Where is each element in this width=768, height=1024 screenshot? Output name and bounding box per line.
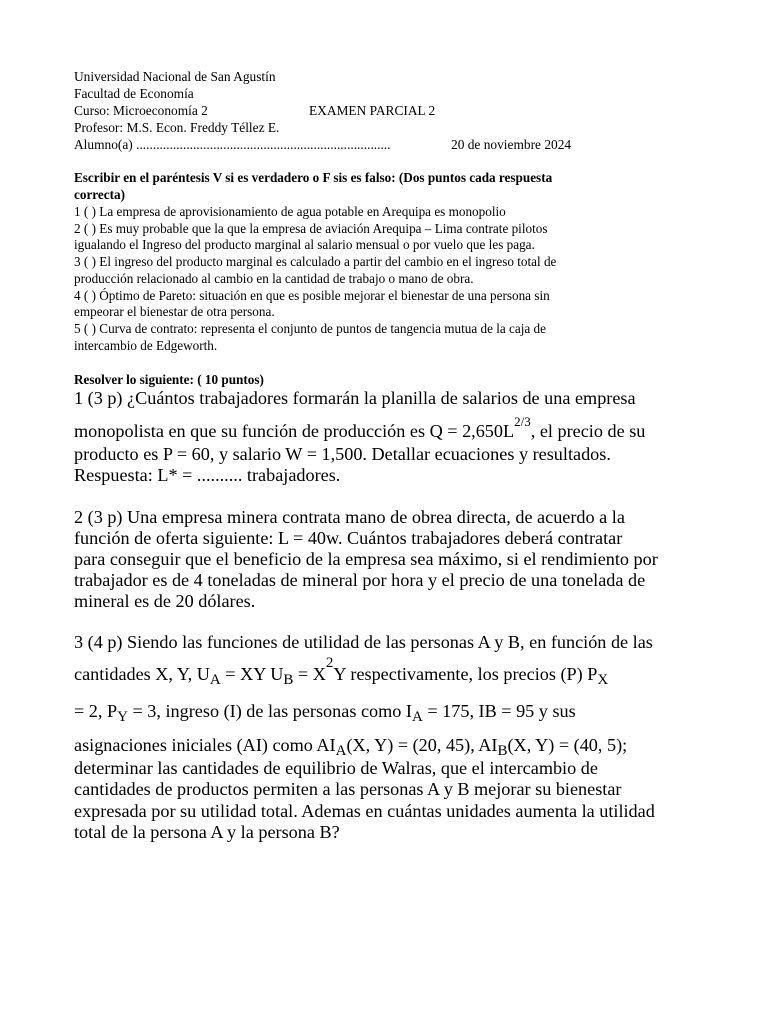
exam-title: EXAMEN PARCIAL 2 — [309, 103, 436, 118]
tf-item-5-cont: intercambio de Edgeworth. — [74, 338, 218, 353]
problem1-text: monopolista en que su función de producción es Q = 2,650L — [74, 421, 515, 441]
tf-item-3: 3 ( ) El ingreso del producto marginal es calculado a partir del cambio en el ingreso total de — [74, 254, 557, 269]
problem1-line2 — [74, 414, 646, 441]
text: Y respectivamente, los precios (P) P — [333, 664, 598, 684]
subscript: A — [335, 743, 347, 759]
exam-date: 20 de noviembre 2024 — [451, 137, 572, 152]
problem3-line3 — [74, 701, 576, 725]
subscript: Y — [117, 709, 128, 725]
tf-item-2: 2 ( ) Es muy probable que la que la empresa de aviación Arequipa – Lima contrate pilotos — [74, 221, 548, 236]
subscript: X — [597, 672, 609, 688]
problem1-text-cont: , el precio de su — [530, 421, 646, 441]
university-name: Universidad Nacional de San Agustín — [74, 69, 276, 84]
tf-item-4-cont: empeorar el bienestar de otra persona. — [74, 304, 275, 319]
section2-title: Resolver lo siguiente: ( 10 puntos) — [74, 372, 264, 387]
student-field: Alumno(a) ............................................................................ — [74, 137, 391, 152]
tf-item-2-cont: igualando el Ingreso del producto marginal al salario mensual o por vuelo que les paga. — [74, 237, 535, 252]
problem3-line2 — [74, 655, 609, 688]
problem3-line7: expresada por su utilidad total. Ademas en cuántas unidades aumenta la utilidad — [74, 801, 655, 821]
subscript: B — [497, 743, 508, 759]
professor-line: Profesor: M.S. Econ. Freddy Téllez E. — [74, 120, 280, 135]
problem3-line1: 3 (4 p) Siendo las funciones de utilidad de las personas A y B, en función de las — [74, 632, 653, 652]
section1-instruction-cont: correcta) — [74, 187, 125, 202]
section1-instruction: Escribir en el paréntesis V si es verdadero o F sis es falso: (Dos puntos cada respuesta — [74, 170, 553, 185]
tf-item-5: 5 ( ) Curva de contrato: representa el conjunto de puntos de tangencia mutua de la caja de — [74, 321, 547, 336]
text: = 2, P — [74, 701, 118, 721]
text: = 3, ingreso (I) de las personas como I — [127, 701, 412, 721]
subscript: B — [283, 672, 294, 688]
text: asignaciones iniciales (AI) como AI — [74, 735, 336, 755]
text: (X, Y) = (40, 5); — [507, 735, 628, 755]
problem2-line5: mineral es de 20 dólares. — [74, 591, 256, 611]
faculty-name: Facultad de Economía — [74, 86, 194, 101]
subscript: A — [209, 672, 221, 688]
text: (X, Y) = (20, 45), AI — [346, 735, 498, 755]
problem2-line4: trabajador es de 4 toneladas de mineral por hora y el precio de una tonelada de — [74, 570, 646, 590]
problem2-line3: para conseguir que el beneficio de la empresa sea máximo, si el rendimiento por — [74, 549, 658, 569]
problem3-line8: total de la persona A y la persona B? — [74, 822, 340, 842]
problem1-line3: producto es P = 60, y salario W = 1,500. Detallar ecuaciones y resultados. — [74, 444, 611, 464]
tf-item-3-cont: producción relacionado al cambio en la cantidad de trabajo o mano de obra. — [74, 271, 474, 286]
text: = X — [293, 664, 326, 684]
text: = 175, IB = 95 y sus — [422, 701, 576, 721]
exponent: 2 — [325, 655, 334, 671]
course-label: Curso: Microeconomía 2 — [74, 103, 208, 118]
problem2-line1: 2 (3 p) Una empresa minera contrata mano de obrea directa, de acuerdo a la — [74, 507, 625, 527]
problem1-answer: Respuesta: L* = .......... trabajadores. — [74, 465, 341, 485]
problem3-line5: determinar las cantidades de equilibrio de Walras, que el intercambio de — [74, 758, 598, 778]
tf-item-1: 1 ( ) La empresa de aprovisionamiento de agua potable en Arequipa es monopolio — [74, 204, 506, 219]
problem3-line6: cantidades de productos permiten a las personas A y B mejorar su bienestar — [74, 779, 622, 799]
problem2-line2: función de oferta siguiente: L = 40w. Cuántos trabajadores deberá contratar — [74, 528, 623, 548]
text: cantidades X, Y, U — [74, 664, 210, 684]
subscript: A — [411, 709, 423, 725]
tf-item-4: 4 ( ) Óptimo de Pareto: situación en que es posible mejorar el bienestar de una persona sin — [74, 288, 550, 303]
text: = XY U — [220, 664, 284, 684]
exponent: 2/3 — [514, 414, 531, 429]
problem3-line4 — [74, 735, 628, 759]
problem1-line1: 1 (3 p) ¿Cuántos trabajadores formarán la planilla de salarios de una empresa — [74, 388, 636, 408]
